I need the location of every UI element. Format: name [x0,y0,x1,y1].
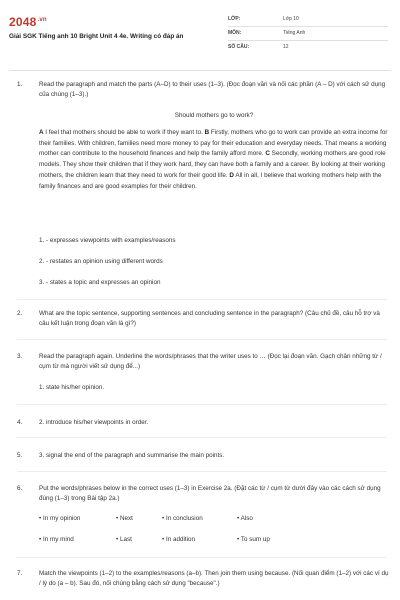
site-logo[interactable]: $2048^{.vn}$ [9,15,47,29]
word-option: • Next [116,515,133,522]
passage: A I feel that mothers should be able to work if they want to. B Firstly, mothers who go to work can provide an extra income for their families. With children, families need more money to pay for their education and everyday needs. That means a working mother can contribute to the household finances and help the family afford more. C Secondly, working mothers are good role models. They show their children that if they work hard, they can have both a family and a career. By looking at their working mothers, the children learn that they need to work for their good life. D All in all, I believe that working mothers help with the family finances and are good examples for their children. [39,129,388,190]
use-item: 3. - states a topic and expresses an opinion [39,279,161,286]
page-header: $2048^{.vn}$ Giải SGK Tiếng anh 10 Bright Unit 4 4e. Writing có đáp án LỚP: Lớp 10 MÔN: Tiếng Anh SỐ CÂU: 12 [0,0,400,66]
question-divider [17,404,387,405]
question-divider [17,557,387,558]
word-option: • To sum up [237,536,270,543]
question-divider [17,471,387,472]
passage-title: Should mothers go to work? [174,112,254,119]
word-option: • In addition [162,536,196,543]
document-page: $2048^{.vn}$ Giải SGK Tiếng anh 10 Bright Unit 4 4e. Writing có đáp án LỚP: Lớp 10 MÔN: Tiếng Anh SỐ CÂU: 12 1. Read the paragraph and match the parts (A–D) to their uses (1–3). (Đọc đoạn văn và nối các phần (A – D) với cách sử dụng của chúng (1–3).) Should mothers go to work? A I feel that mothers should be able to work if they want to. B Firstly, mothers who go to work can provide an extra income for their families. With children, families need more money to pay for their education and everyday needs. That means a working mother can contribute to the household finances and help the family afford more. C Secondly, working mothers are good role models. They show their children that if they work hard, they can have both a family and a career. By looking at their working mothers, the children learn that they need to work for their good life. D All in all, I believe that working mothers help with the family finances and are good examples for their children. 1. - expresses viewpoints with examples/reasons 2. - restates an opinion using different words 3. - states a topic and expresses an opinion 2. What are the topic sentence, supporting sentences and concluding sentence in the paragraph? (Câu chủ đề, câu hỗ trợ và câu kết luận trong đoạn văn là gì?) 3. Read the paragraph again. Underline the words/phrases that the writer uses to … (Đọc lại đoạn văn. Gạch chân những từ / cụm từ mà người viết sử dụng để...) 1. state his/her opinion. 4. 2. introduce his/her viewpoints in order. 5. 3. signal the end of the paragraph and summarise the main points. 6. Put the words/phrases below in the correct uses (1–3) in Exercise 2a. (Đặt các từ / cụm từ dưới đây vào các cách sử dụng đúng (1–3) trong Bài tập 2a.) • In my opinion • Next • In conclusion • Also • In my mind • Last • In addition • To sum up 7. Match the viewpoints (1–2) to the examples/reasons (a–b). Then join them using because. (Nối quan điểm (1–2) với các ví dụ / lý do (a – b). Sau đó, nối chúng bằng cách sử dụng "because".) [0,0,400,600]
word-option: • In conclusion [162,515,203,522]
use-item: 2. - restates an opinion using different words [39,258,163,265]
header-divider [9,70,391,71]
word-option: • In my mind [39,536,74,543]
question-divider [17,339,387,340]
word-option: • Also [237,515,253,522]
word-option: • Last [116,536,132,543]
page-title: Giải SGK Tiếng anh 10 Bright Unit 4 4e. Writing có đáp án [9,33,184,40]
word-option: • In my opinion [39,515,81,522]
question-divider [17,299,387,300]
question-divider [17,437,387,438]
use-item: 1. - expresses viewpoints with examples/reasons [39,237,176,244]
answer-item: 1. state his/her opinion. [39,384,105,391]
